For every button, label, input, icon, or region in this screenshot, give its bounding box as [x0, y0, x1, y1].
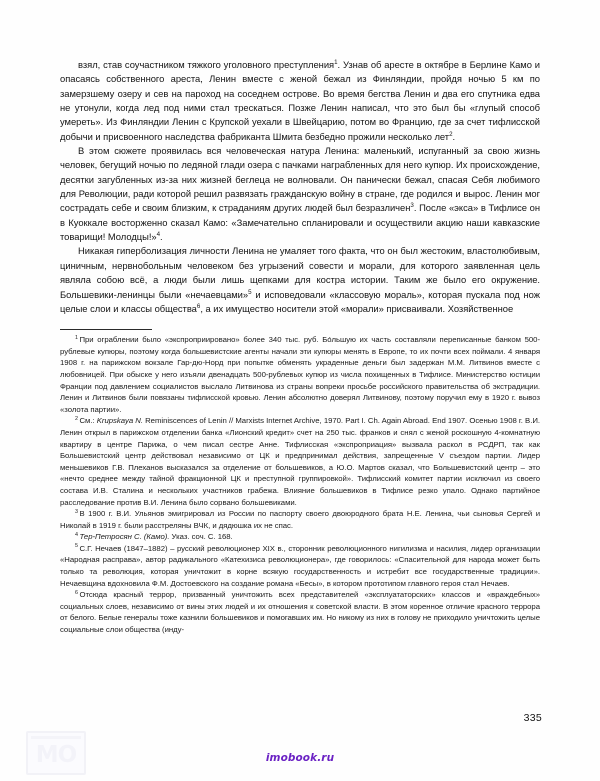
footnote-separator-rule — [60, 329, 152, 330]
footnote-item: $^3$ В 1900 г. В.И. Ульянов эмигрировал из России по паспорту своего двоюродного брата Н.Е. Ленина, чьи сыновья Сергей и Николай в 1919 г. были расстреляны ВЧК, и дядюшка их не спас. — [60, 508, 540, 530]
body-text-block — [60, 58, 540, 316]
body-paragraph: Никакая гиперболизация личности Ленина не умаляет того факта, что он был жестоким, властолюбивым, циничным, нервнобольным человеком без угрызений совести и морали, для которого заявленная цель являла собою всё, а люди были лишь щепками для костра истории. Таким же было его окружение. Большевики-ленинцы были «нечаевцами»$^5$ и исповедовали «классовую мораль», которая пускала под нож целые слои и классы общества$^6$, а их имущество носители этой «морали» присваивали. Хозяйственное — [60, 245, 541, 314]
footnotes-block — [60, 334, 540, 635]
footnote-marker: 1 — [75, 334, 78, 341]
footnote-item: $^2$ См.: Krupskaya N. Reminiscences of Lenin // Marxists Internet Archive, 1970. Part I. Ch. Again Abroad. End 1907. Осенью 1908 г. В.И. Ленин открыл в парижском отделении банка «Лионский кредит» счет на 250 тыс. франков и снял с женой роскошную 4-комнатную квартиру в центре Парижа, о чем писал сестре Анне. Тифлисская «экспроприация» вызвала раскол в РСДРП, так как Большевистский центр действовал независимо от ЦК и предпринимал действия, запрещенные V съездом партии. Лидер меньшевиков Г.В. Плеханов высказался за отделение от большевиков, а Ю.О. Мартов сказал, что Большевистский центр – это «нечто среднее между тайной фракционной ЦК и преступной группировкой». Тифлисский комитет партии исключил из своего состава И.В. Сталина и нескольких участников грабежа. Влияние большевиков в Тифлисе резко упало. Однако партийное расследование против В.И. Ленина было сорвано большевиками. — [60, 415, 540, 507]
logo-watermark-text: MO — [35, 742, 77, 768]
footnote-item: $^6$ Отсюда красный террор, призванный уничтожить всех представителей «эксплуататорских» классов и «враждебных» социальных слоев, независимо от вины этих людей и их отношения к советской власти. В этом коренное отличие красного террора от белого. Белые генералы тоже казнили большевиков и помогавших им. Но никому из них в голову не приходило уничтожить целые социальные слои общества (инду- — [60, 589, 540, 635]
footnote-marker: 6 — [75, 589, 78, 596]
body-paragraph: взял, став соучастником тяжкого уголовного преступления$^1$. Узнав об аресте в октябре в Берлине Камо и опасаясь собственного ареста, Ленин вместе с женой бежал из Финляндии, пройдя ночью 5 км по замерзшему озеру и сев на пароход на соседнем острове. Во время бегства Ленин и два его спутника едва не утонули, когда лед под ними стал трескаться. Позже Ленин написал, что это был бы «глупый способ умереть». Из Финляндии Ленин с Крупской уехали в Швейцарию, потом во Францию, где за счет тифлисской добычи и присвоенного наследства фабриканта Шмита безбедно прожили несколько лет$^2$. — [60, 58, 540, 142]
footnote-marker: 5 — [75, 543, 78, 550]
page-content — [60, 58, 540, 636]
site-watermark: imobook.ru — [265, 752, 335, 764]
footnote-marker: 2 — [75, 415, 78, 422]
page-number: 335 — [523, 712, 542, 724]
footnote-marker: 4 — [75, 531, 78, 538]
footnote-item: $^5$ С.Г. Нечаев (1847–1882) – русский революционер XIX в., сторонник революционного нигилизма и насилия, лидер организации «Народная расправа», автор радикального «Катехизиса революционера», где говорилось: «Спасительной для народа может быть только та революция, которая уничтожит в корне всякую государственность и истребит все государственные традиции». Нечаевщина вдохновила Ф.М. Достоевского на создание романа «Бесы», в котором прототипом главного героя стал Нечаев. — [60, 543, 540, 588]
footnote-item: $^1$ При ограблении было «экспроприировано» более 340 тыс. руб. Бо́льшую их часть составляли переписанные банком 500-рублевые купюры, поэтому когда большевистские агенты начали эти купюры менять в Европе, то их почти всех поймали. 4 января 1908 г. на парижском вокзале Гар-дю-Норд при попытке обменять украденные деньги был задержан М.М. Литвинов вместе с любовницей. При обыске у него изъяли двенадцать 500-рублевых купюр из числа похищенных в Тифлисе. Министерство юстиции Франции под давлением социалистов выслало Литвинова из страны вопреки просьбе российского правительства об экстрадиции. Ленин и Литвинов были повязаны тифлисской кровью. Ленин абсолютно доверял Литвинову, поэтому поручил ему в 1920 г. вывоз «золота партии». — [60, 334, 540, 414]
footnote-item: $^4$ Тер-Петросян С. (Камо). Указ. соч. С. 168. — [75, 531, 233, 542]
body-paragraph: В этом сюжете проявилась вся человеческая натура Ленина: маленький, испуганный за свою жизнь человек, бегущий ночью по ледяной глади озера с пачками награбленных для него купюр. Их происхождение, десятки загубленных из-за них жизней беглеца не волновали. Он панически бежал, спасая Себя любимого для Революции, ради которой решил развязать гражданскую войну в стране, где родился и вырос. Ленин мог сострадать себе и своим близким, к страданиям других людей был безразличен$^3$. После «экса» в Тифлисе он в Куоккале восторженно сказал Камо: «Замечательно спланировали и осуществили акцию наши кавказские товарищи! Молодцы!»$^4$. — [60, 145, 540, 243]
footnote-marker: 3 — [75, 508, 78, 515]
